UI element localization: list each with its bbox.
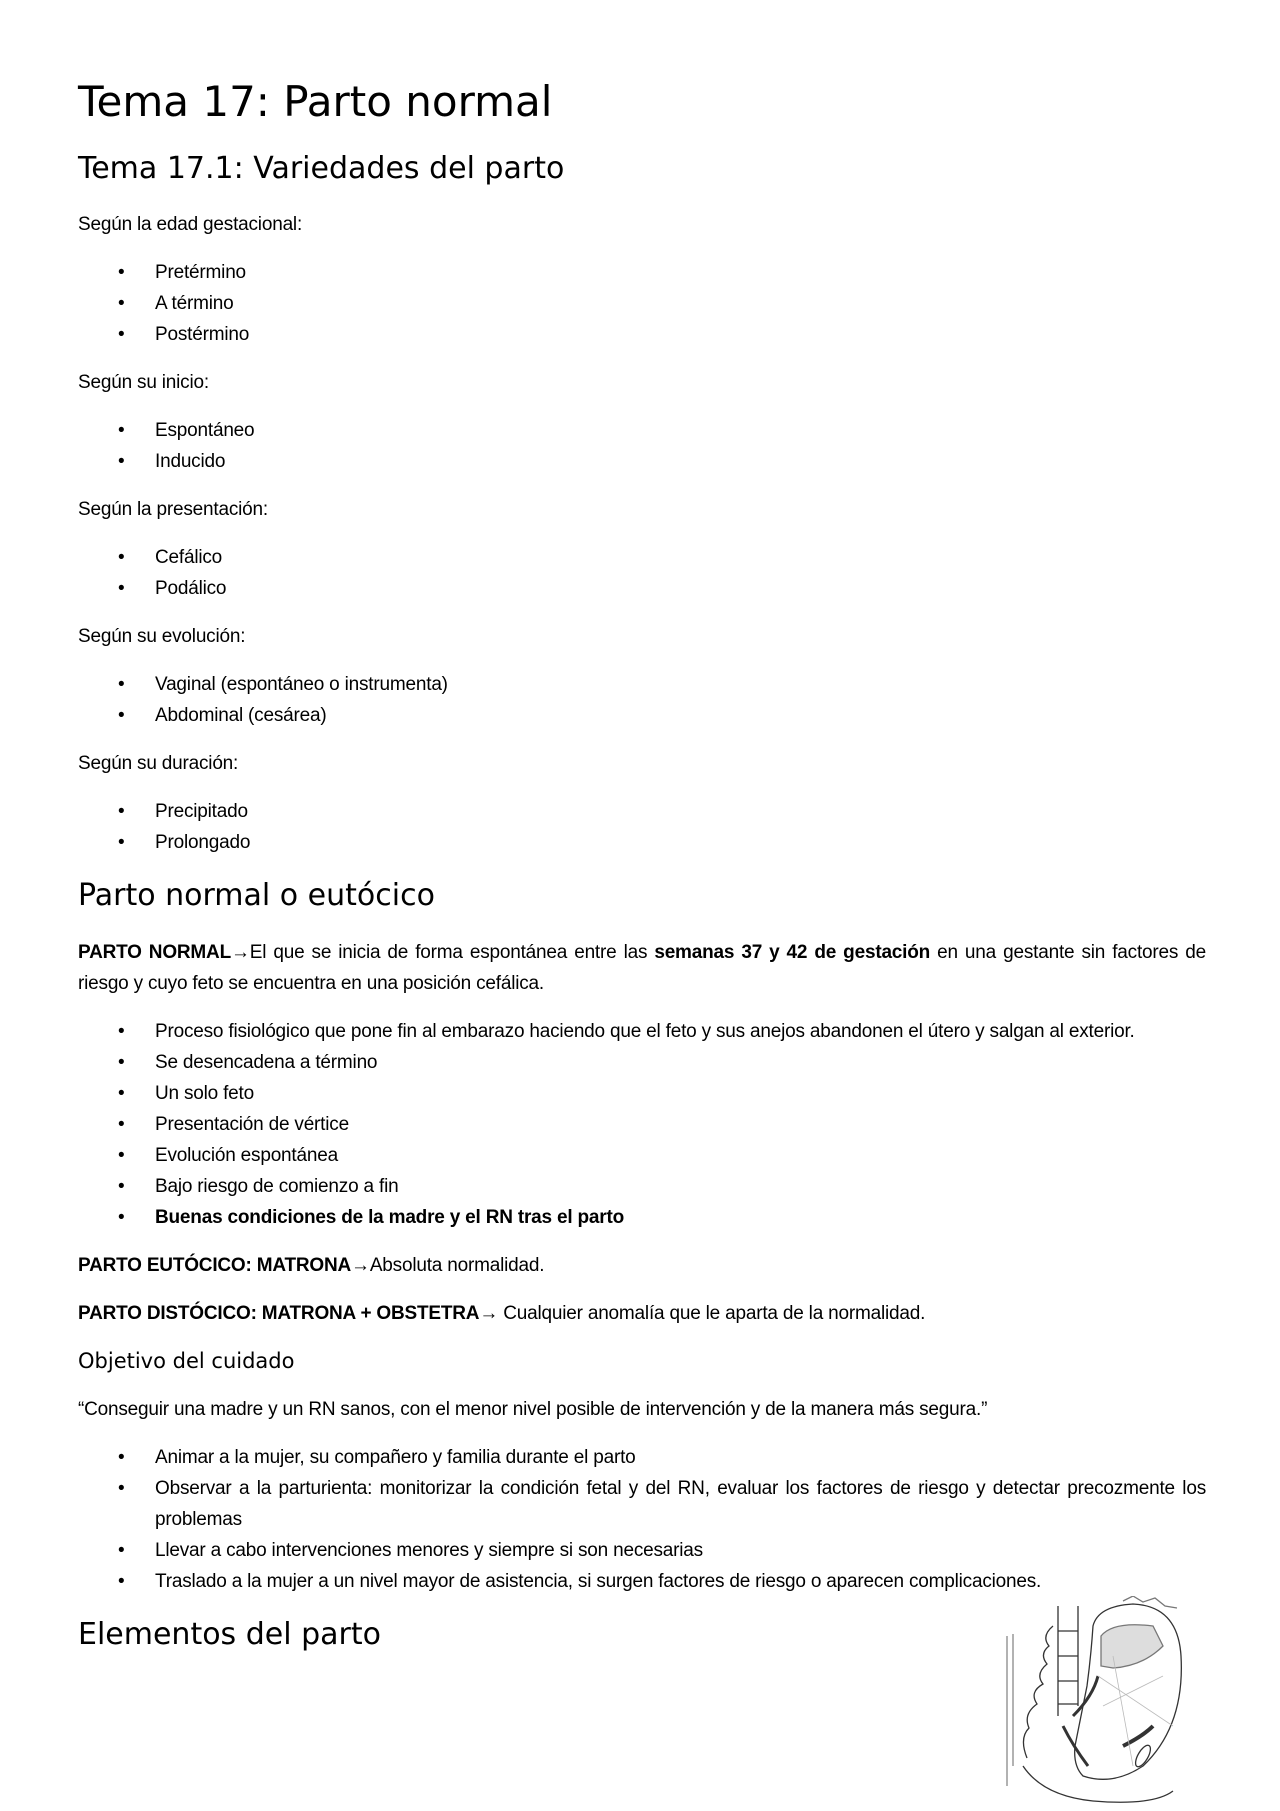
item-text: Postérmino [155,324,250,345]
item-text: Vaginal (espontáneo o instrumenta) [155,674,448,695]
bullet-icon: • [118,578,125,599]
definition-text-2: en una gestante sin factores de riesgo y cuyo feto se encuentra en una posición cefálica. [78,942,1206,994]
variety-list [78,257,1206,350]
varieties-section [78,209,1206,858]
variety-label: Según la presentación: [78,499,268,520]
item-text: Pretérmino [155,262,246,283]
care-heading: Objetivo del cuidado [78,1349,295,1373]
item-text: Podálico [155,578,227,599]
bullet-icon: • [118,420,125,441]
variety-list [78,796,1206,858]
definition-bold: semanas 37 y 42 de gestación [654,942,931,963]
list-item [78,700,1206,731]
arrow-icon: → [230,942,250,963]
bullet-icon: • [118,1540,125,1561]
list-item [78,1016,1206,1047]
list-item [78,573,1206,604]
variety-label: Según su inicio: [78,372,209,393]
list-item [78,1473,1206,1535]
bullet-icon: • [118,832,125,853]
variety-list [78,542,1206,604]
bullet-icon: • [118,324,125,345]
bullet-icon: • [118,705,125,726]
item-text: Animar a la mujer, su compañero y familia durante el parto [155,1447,636,1468]
list-item [78,1078,1206,1109]
distocico-line [78,1298,1206,1329]
bullet-icon: • [118,1207,125,1228]
bullet-icon: • [118,1447,125,1468]
item-text: Buenas condiciones de la madre y el RN tras el parto [155,1207,624,1228]
item-text: Inducido [155,451,226,472]
item-text: Un solo feto [155,1083,254,1104]
distocico-term: PARTO DISTÓCICO: MATRONA + OBSTETRA [78,1303,480,1324]
list-item [78,1442,1206,1473]
normal-definition [78,937,1206,999]
variety-list [78,415,1206,477]
subtitle: Tema 17.1: Variedades del parto [78,151,565,186]
eutocico-line [78,1250,1206,1281]
list-item [78,796,1206,827]
eutocico-text: Absoluta normalidad. [369,1255,545,1276]
bullet-icon: • [118,451,125,472]
list-item [78,1047,1206,1078]
variety-label: Según su evolución: [78,626,246,647]
list-item [78,1140,1206,1171]
elements-heading: Elementos del parto [78,1617,381,1652]
document-page [78,74,1206,1655]
list-item [78,827,1206,858]
arrow-icon: → [351,1255,370,1276]
list-item [78,669,1206,700]
care-quote: “Conseguir una madre y un RN sanos, con el menor nivel posible de intervención y de la manera más segura.” [78,1399,988,1420]
bullet-icon: • [118,262,125,283]
bullet-icon: • [118,1114,125,1135]
list-item [78,1566,1206,1597]
item-text: Abdominal (cesárea) [155,705,327,726]
list-item [78,1202,1206,1233]
item-text: A término [155,293,234,314]
bullet-icon: • [118,1083,125,1104]
bullet-icon: • [118,1571,125,1592]
variety-label: Según la edad gestacional: [78,214,303,235]
item-text: Observar a la parturienta: monitorizar la condición fetal y del RN, evaluar los factores de riesgo y detectar precozmente los problemas [155,1478,1206,1530]
section-heading-normal: Parto normal o eutócico [78,878,435,913]
variety-list [78,669,1206,731]
definition-text: El que se inicia de forma espontánea entre las [249,942,655,963]
bullet-icon: • [118,547,125,568]
list-item [78,1535,1206,1566]
bullet-icon: • [118,293,125,314]
item-text: Proceso fisiológico que pone fin al embarazo haciendo que el feto y sus anejos abandonen el útero y salgan al exterior. [155,1021,1135,1042]
pelvis-illustration [1003,1596,1199,1811]
bullet-icon: • [118,1021,125,1042]
bullet-icon: • [118,801,125,822]
bullet-icon: • [118,1176,125,1197]
item-text: Evolución espontánea [155,1145,338,1166]
list-item [78,288,1206,319]
bullet-icon: • [118,1478,125,1499]
list-item [78,1171,1206,1202]
care-list [78,1442,1206,1597]
item-text: Traslado a la mujer a un nivel mayor de asistencia, si surgen factores de riesgo o aparecen complicaciones. [155,1571,1042,1592]
list-item [78,542,1206,573]
bullet-icon: • [118,1145,125,1166]
item-text: Cefálico [155,547,223,568]
list-item [78,319,1206,350]
variety-label: Según su duración: [78,753,239,774]
list-item [78,257,1206,288]
bullet-icon: • [118,1052,125,1073]
normal-characteristics-list [78,1016,1206,1233]
item-text: Llevar a cabo intervenciones menores y siempre si son necesarias [155,1540,703,1561]
list-item [78,415,1206,446]
item-text: Precipitado [155,801,248,822]
item-text: Se desencadena a término [155,1052,378,1073]
item-text: Espontáneo [155,420,255,441]
definition-term: PARTO NORMAL [78,942,231,963]
item-text: Presentación de vértice [155,1114,349,1135]
list-item [78,446,1206,477]
arrow-icon: → [479,1303,499,1324]
eutocico-term: PARTO EUTÓCICO: MATRONA [78,1255,351,1276]
item-text: Bajo riesgo de comienzo a fin [155,1176,399,1197]
list-item [78,1109,1206,1140]
page-title: Tema 17: Parto normal [78,77,553,126]
item-text: Prolongado [155,832,251,853]
distocico-text: Cualquier anomalía que le aparta de la normalidad. [498,1303,926,1324]
bullet-icon: • [118,674,125,695]
